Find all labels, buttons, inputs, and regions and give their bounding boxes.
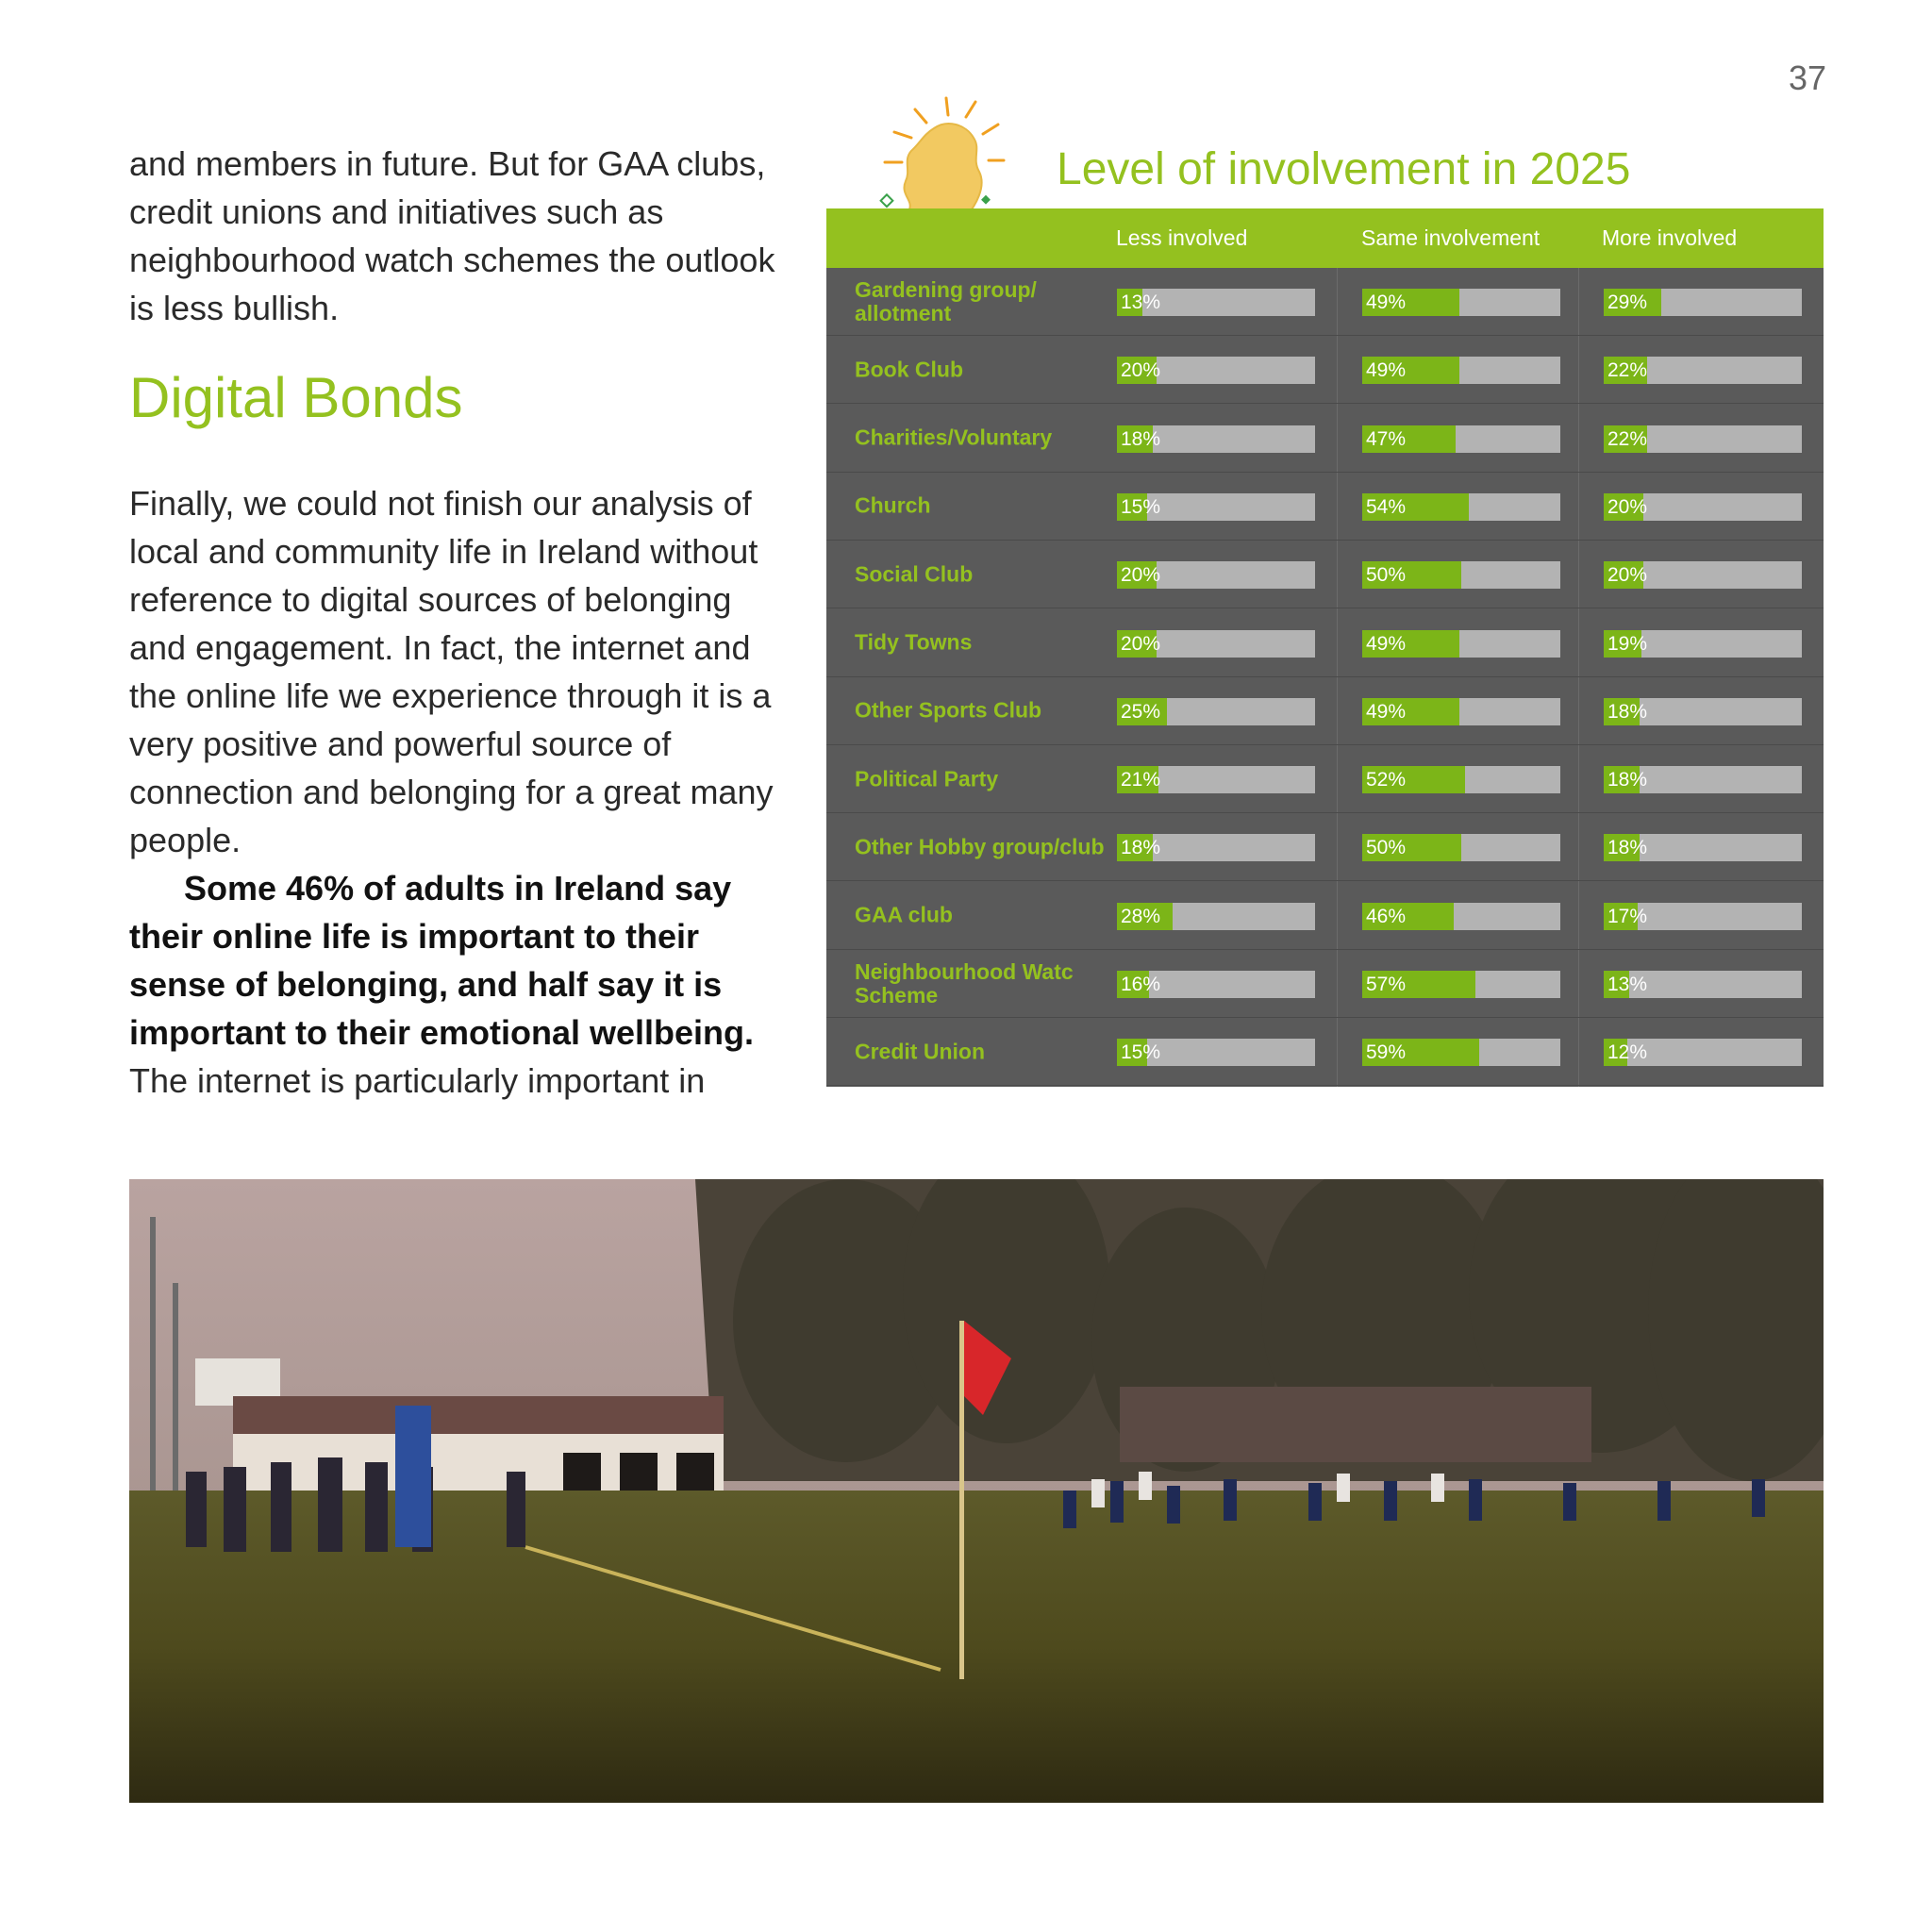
bar-value-label: 13% <box>1607 974 1648 995</box>
bar-value-label: 15% <box>1121 1041 1161 1064</box>
section-heading: Digital Bonds <box>129 366 463 429</box>
bar-value-label: 47% <box>1366 427 1407 450</box>
bar-track <box>1117 561 1315 589</box>
bar-value-label: 57% <box>1366 974 1407 995</box>
bar-track <box>1117 289 1315 316</box>
bar-track <box>1117 493 1315 521</box>
bar-track <box>1117 1039 1315 1066</box>
bar-value-label: 16% <box>1121 974 1161 995</box>
chart-header <box>826 208 1824 268</box>
bar-track <box>1362 1039 1560 1066</box>
bar-value-label: 20% <box>1607 564 1648 587</box>
bar-track <box>1362 561 1560 589</box>
bar-value-label: 13% <box>1121 291 1161 313</box>
bar-value-label: 21% <box>1121 769 1161 791</box>
bold-statement: Some 46% of adults in Ireland say their online life is important to their sense of belonging, and half say it is important to their emotional wellbeing. <box>129 869 755 1052</box>
bar-track <box>1117 971 1315 998</box>
category-label: Charities/Voluntary <box>855 425 1053 450</box>
bar-value-label: 49% <box>1366 700 1407 723</box>
bar-value-label: 49% <box>1366 632 1407 655</box>
column-header-less: Less involved <box>1116 225 1248 250</box>
bar-value-label: 19% <box>1607 632 1648 655</box>
bar-track <box>1362 971 1560 998</box>
chart-row <box>826 336 1824 404</box>
category-label: Tidy Towns <box>855 629 973 655</box>
chart-row <box>826 745 1824 813</box>
article-text <box>129 140 790 1105</box>
involvement-chart <box>826 91 1824 1087</box>
category-label: Political Party <box>855 766 999 791</box>
bar-value-label: 18% <box>1121 837 1161 859</box>
bar-track <box>1604 561 1802 589</box>
category-label: Credit Union <box>855 1039 985 1064</box>
highlight-paragraph <box>129 864 790 1105</box>
bar-value-label: 20% <box>1607 495 1648 518</box>
bar-value-label: 20% <box>1121 564 1161 587</box>
bar-track <box>1604 357 1802 384</box>
bar-track <box>1362 698 1560 725</box>
bar-value-label: 46% <box>1366 905 1407 927</box>
bar-value-label: 22% <box>1607 427 1648 450</box>
bar-value-label: 18% <box>1607 837 1648 859</box>
bar-value-label: 54% <box>1366 495 1407 518</box>
bar-track <box>1362 425 1560 453</box>
bar-value-label: 18% <box>1607 700 1648 723</box>
bar-track <box>1604 289 1802 316</box>
category-label: GAA club <box>855 902 953 927</box>
bar-track <box>1362 493 1560 521</box>
bar-track <box>1604 834 1802 861</box>
bar-track <box>1604 493 1802 521</box>
bar-value-label: 50% <box>1366 837 1407 859</box>
bar-track <box>1117 698 1315 725</box>
bar-track <box>1362 289 1560 316</box>
bar-value-label: 50% <box>1366 564 1407 587</box>
category-label: Gardening group/ allotment <box>855 276 1037 325</box>
bar-value-label: 29% <box>1607 291 1648 313</box>
column-header-more: More involved <box>1602 225 1738 250</box>
bar-track <box>1117 630 1315 658</box>
intro-paragraph: and members in future. But for GAA clubs, credit unions and initiatives such as neighbourhood watch schemes the outlook is less bullish. <box>129 144 775 327</box>
bar-value-label: 22% <box>1607 359 1648 382</box>
photo-illustration <box>129 1179 1824 1803</box>
chart-row <box>826 1018 1824 1086</box>
column-header-same: Same involvement <box>1361 225 1541 250</box>
bar-value-label: 20% <box>1121 632 1161 655</box>
bar-track <box>1362 630 1560 658</box>
bar-track <box>1362 357 1560 384</box>
chart-row <box>826 541 1824 608</box>
page-number: 37 <box>1788 58 1826 97</box>
chart-row <box>826 677 1824 745</box>
bar-value-label: 20% <box>1121 359 1161 382</box>
bar-track <box>1117 425 1315 453</box>
bar-track <box>1117 357 1315 384</box>
bar-value-label: 18% <box>1607 769 1648 791</box>
chart-row <box>826 950 1824 1018</box>
bar-value-label: 59% <box>1366 1041 1407 1064</box>
bar-track <box>1604 698 1802 725</box>
bar-value-label: 12% <box>1607 1041 1648 1064</box>
bar-track <box>1117 903 1315 930</box>
bar-value-label: 49% <box>1366 291 1407 313</box>
bar-track <box>1604 766 1802 793</box>
bar-track <box>1604 425 1802 453</box>
sports-field-photo <box>129 1179 1824 1803</box>
bar-value-label: 18% <box>1121 427 1161 450</box>
chart-body <box>826 268 1824 1087</box>
category-label: Social Club <box>855 561 974 587</box>
category-label: Other Sports Club <box>855 697 1042 723</box>
bar-track <box>1117 766 1315 793</box>
chart-row <box>826 882 1824 950</box>
chart-row <box>826 609 1824 677</box>
bar-track <box>1604 971 1802 998</box>
bar-track <box>1362 766 1560 793</box>
category-label: Church <box>855 492 931 518</box>
chart-row <box>826 405 1824 473</box>
bar-value-label: 49% <box>1366 359 1407 382</box>
chart-row <box>826 268 1824 336</box>
category-label: Other Hobby group/club <box>855 834 1105 859</box>
bar-track <box>1604 903 1802 930</box>
bar-value-label: 25% <box>1121 700 1161 723</box>
bar-value-label: 15% <box>1121 495 1161 518</box>
body-paragraph: Finally, we could not finish our analysis of local and community life in Ireland without reference to digital sources of belonging and engagement. In fact, the internet and the online life we experience through it is a very positive and powerful source of connection and belonging for a great many people. <box>129 484 774 859</box>
category-label: Neighbourhood Watc Scheme <box>855 958 1074 1008</box>
bar-value-label: 52% <box>1366 769 1407 791</box>
bar-value-label: 28% <box>1121 905 1161 927</box>
bar-track <box>1362 834 1560 861</box>
chart-row <box>826 813 1824 881</box>
trailing-text: The internet is particularly important in <box>129 1061 706 1100</box>
bar-track <box>1117 834 1315 861</box>
bar-track <box>1362 903 1560 930</box>
bar-track <box>1604 1039 1802 1066</box>
bar-value-label: 17% <box>1607 905 1648 927</box>
bar-track <box>1604 630 1802 658</box>
chart-row <box>826 473 1824 541</box>
chart-title: Level of involvement in 2025 <box>1057 144 1631 194</box>
category-label: Book Club <box>855 357 963 382</box>
